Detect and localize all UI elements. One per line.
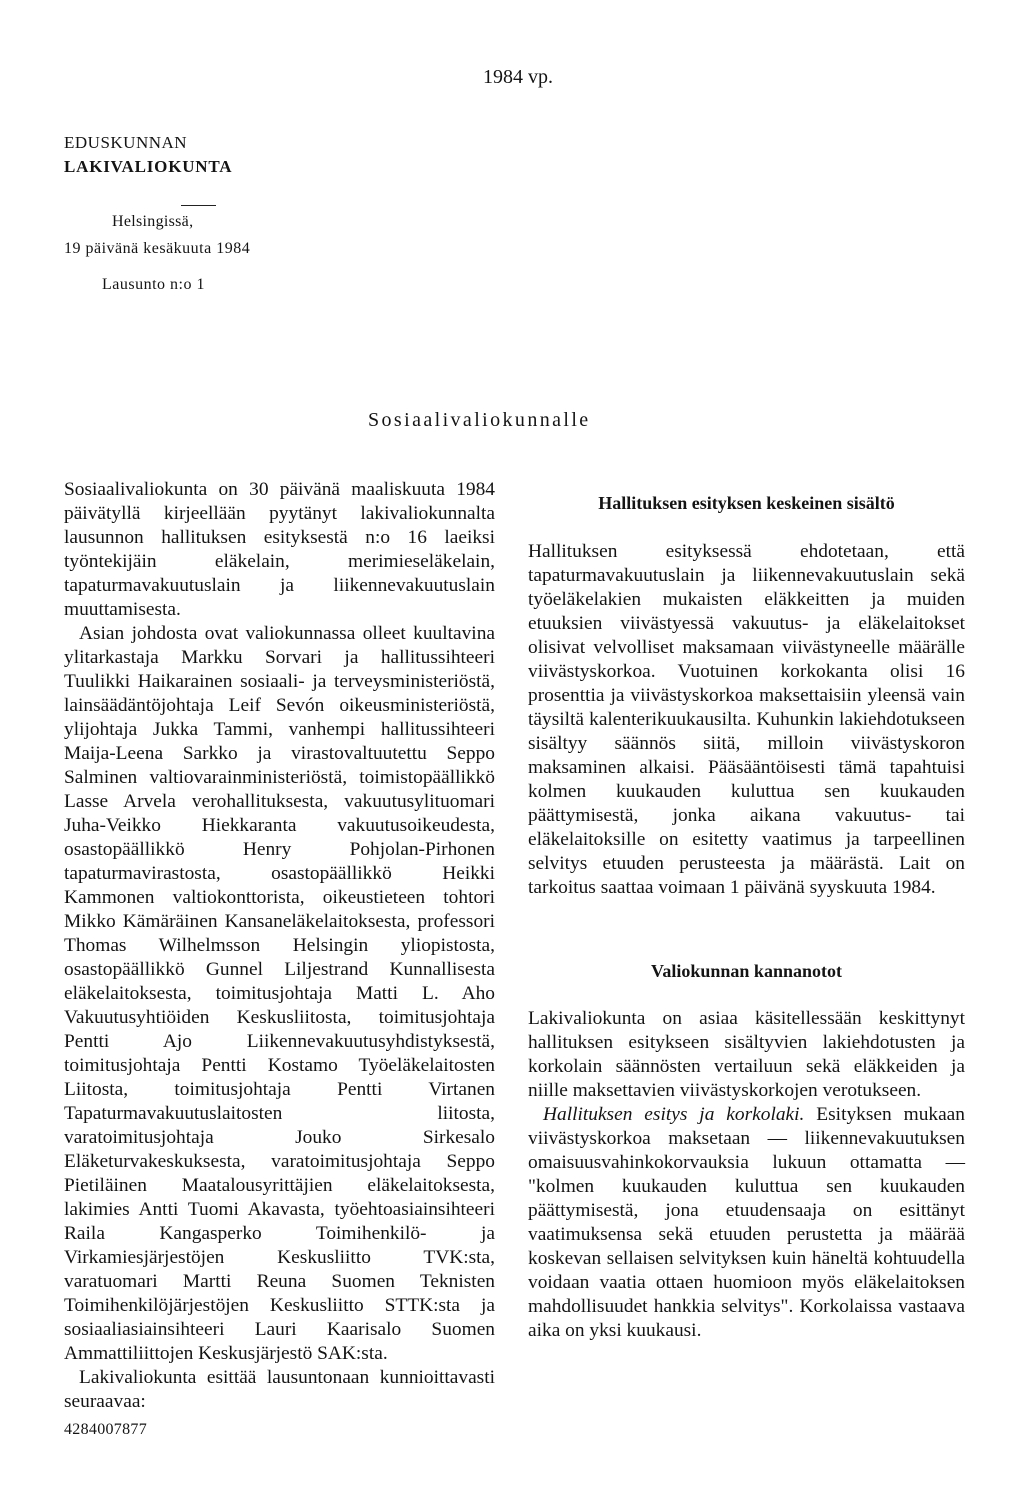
section-heading-content: Hallituksen esityksen keskeinen sisältö bbox=[598, 493, 895, 513]
date: 19 päivänä kesäkuuta 1984 bbox=[64, 240, 251, 257]
paragraph-lead-italic: Hallituksen esitys ja korkolaki. bbox=[543, 1104, 805, 1125]
paragraph-experts: Asian johdosta ovat valiokunnassa olleet kuultavina ylitarkastaja Markku Sorvari ja hallitussihteeri Tuulikki Haikarainen sosiaali- ja terveysministeriöstä, lainsäädäntöjohtaja Leif Sevón oikeusministeriöstä, ylijohtaja Jukka Tammi, vanhempi hallitussihteeri Maija-Leena Sarkko ja virastovaltuutettu Seppo Salminen valtiovarainministeriöstä, toimistopäällikkö Lasse Arvela verohallituksesta, vakuutusylituomari Juha-Veikko Hiekkaranta vakuutusoikeudesta, osastopäällikkö Henry Pohjolan-Pirhonen tapaturmavirastosta, osastopäällikkö Heikki Kammonen valtiokonttorista, oikeustieteen tohtori Mikko Kämäräinen Kansaneläkelaitoksesta, professori Thomas Wilhelmsson Helsingin yliopistosta, osastopäällikkö Gunnel Liljestrand Kunnallisesta eläkelaitoksesta, toimitusjohtaja Matti L. Aho Vakuutusyhtiöiden Keskusliitosta, toimitusjohtaja Pentti Ajo Liikennevakuutusyhdistyksestä, toimitusjohtaja Pentti Kostamo Työeläkelaitosten Liitosta, toimitusjohtaja Pentti Virtanen Tapaturmavakuutuslaitosten liitosta, varatoimitusjohtaja Jouko Sirkesalo Eläketurvakeskuksesta, varatoimitusjohtaja Seppo Pietiläinen Maatalousyrittäjien eläkelaitoksesta, lakimies Antti Tuomi Akavasta, työehtoasiainsihteeri Raila Kangasperko Toimihenkilö- ja Virkamiesjärjestöjen Keskusliitto TVK:sta, varatuomari Martti Reuna Suomen Teknisten Toimihenkilöjärjestöjen Keskusliitto STTK:sta ja sosiaaliasiainsihteeri Lauri Kaarisalo Suomen Ammattiliittojen Keskusjärjestö SAK:sta. bbox=[64, 623, 495, 1364]
footer-code: 4284007877 bbox=[64, 1421, 147, 1438]
header-divider bbox=[181, 205, 216, 206]
paragraph-body: Esityksen mukaan viivästyskorkoa maksetaan — liikennevakuutuksen omaisuusvahinkokorvauksia lukuun ottamatta — "kolmen kuukauden kuluttua sen kuukauden päättymisestä, jona etuudensaaja on esittänyt vaatimuksensa sekä etuuden perustetta ja määrää koskevan sellaisen selvityksen kuin häneltä kohtuudella voidaan vaatia ottaen huomioon myös eläkelaitoksen mahdollisuudet hankkia selvitys". Korkolaissa vastaava aika on yksi kuukausi. bbox=[528, 1104, 965, 1341]
organization-header bbox=[64, 131, 232, 179]
org-line-1: EDUSKUNNAN bbox=[64, 133, 188, 152]
paragraph-committee-focus: Lakivaliokunta on asiaa käsitellessään keskittynyt hallituksen esitykseen sisältyvien lakiehdotusten ja korkolain säännösten vertailuun sekä eläkkeiden ja niille maksettavien viivästyskorkojen verotukseen. bbox=[528, 1008, 965, 1101]
paragraph-proposal-content: Hallituksen esityksessä ehdotetaan, että tapaturmavakuutuslain ja liikennevakuutuslain sekä työeläkelakien mukaisten eläkkeitten ja muiden etuuksien viivästyessä vakuutus- ja eläkelaitokset olisivat velvolliset maksamaan viivästyneelle määrälle viivästyskorkoa. Vuotuinen korkokanta olisi 16 prosenttia ja viivästyskorkoa maksettaisiin yleensä vain täysiltä kalenterikuukausilta. Kuhunkin lakiehdotukseen sisältyy säännös siitä, milloin viivästyskoron maksaminen alkaisi. Pääsääntöisesti tämä tapahtuisi kolmen kuukauden kuluttua sen kuukauden päättymisestä, jonka aikana vakuutus- tai eläkelaitoksille on esitetty vaatimus ja tarpeellinen selvitys etuuden perusteesta ja määrästä. Lait on tarkoitus saattaa voimaan 1 päivänä syyskuuta 1984. bbox=[528, 541, 965, 898]
page-number: 1984 vp. bbox=[483, 66, 553, 88]
recipient: Sosiaalivaliokunnalle bbox=[368, 409, 591, 431]
statement-number: Lausunto n:o 1 bbox=[102, 276, 205, 293]
paragraph-closing: Lakivaliokunta esittää lausuntonaan kunnioittavasti seuraavaa: bbox=[64, 1367, 495, 1412]
paragraph-intro: Sosiaalivaliokunta on 30 päivänä maaliskuuta 1984 päivätyllä kirjeellään pyytänyt lakivaliokunnalta lausunnon hallituksen esityksestä n:o 16 laeiksi työntekijäin eläkelain, merimieseläkelain, tapaturmavakuutuslain ja liikennevakuutuslain muuttamisesta. bbox=[64, 479, 495, 620]
paragraph-interest-law bbox=[528, 1103, 965, 1343]
left-column bbox=[64, 478, 495, 1414]
right-column bbox=[528, 491, 965, 1343]
place: Helsingissä, bbox=[112, 213, 194, 230]
org-line-2: LAKIVALIOKUNTA bbox=[64, 157, 233, 176]
section-heading-positions: Valiokunnan kannanotot bbox=[651, 961, 842, 981]
